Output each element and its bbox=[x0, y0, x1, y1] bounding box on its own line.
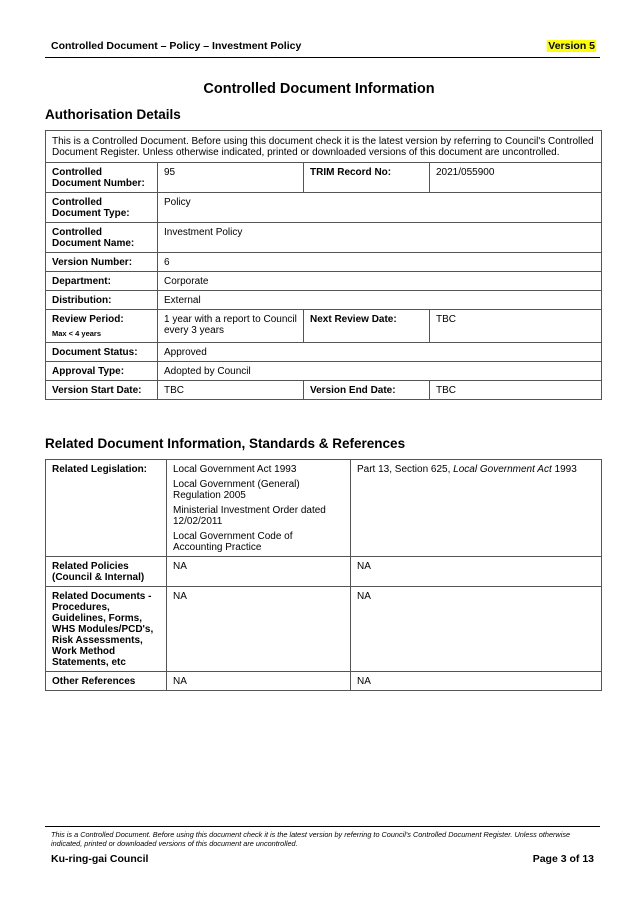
table-row bbox=[46, 343, 602, 362]
doc-name-label: Controlled Document Name: bbox=[46, 223, 158, 253]
legislation-list bbox=[167, 460, 351, 557]
version-number-value: 6 bbox=[158, 253, 602, 272]
version-number-label: Version Number: bbox=[46, 253, 158, 272]
table-row bbox=[46, 587, 602, 672]
other-references-value: NA bbox=[167, 672, 351, 691]
controlled-notice: This is a Controlled Document. Before using this document check it is the latest version by referring to Council's Controlled Document Register. Unless otherwise indicated, printed or downloaded versions of this document are uncontrolled. bbox=[46, 131, 602, 163]
header-document-label: Controlled Document – Policy – Investment Policy bbox=[51, 40, 302, 52]
end-date-label: Version End Date: bbox=[304, 381, 430, 400]
table-row bbox=[46, 272, 602, 291]
distribution-label: Distribution: bbox=[46, 291, 158, 310]
table-row bbox=[46, 223, 602, 253]
review-period-label-cell bbox=[46, 310, 158, 343]
doc-number-label: Controlled Document Number: bbox=[46, 163, 158, 193]
legislation-ref-prefix: Part 13, Section 625, bbox=[357, 464, 454, 475]
trim-label: TRIM Record No: bbox=[304, 163, 430, 193]
legislation-item: Local Government Code of Accounting Practice bbox=[173, 531, 293, 553]
documents-reference: NA bbox=[351, 587, 602, 672]
table-row bbox=[46, 460, 602, 557]
related-table bbox=[45, 459, 602, 691]
table-row bbox=[46, 672, 602, 691]
trim-value: 2021/055900 bbox=[430, 163, 602, 193]
next-review-label: Next Review Date: bbox=[304, 310, 430, 343]
page-header bbox=[45, 38, 600, 58]
review-period-value: 1 year with a report to Council every 3 years bbox=[158, 310, 304, 343]
policies-reference: NA bbox=[351, 557, 602, 587]
footer-page-number: Page 3 of 13 bbox=[532, 853, 594, 865]
end-date-value: TBC bbox=[430, 381, 602, 400]
header-version-badge: Version 5 bbox=[548, 40, 595, 52]
approval-type-label: Approval Type: bbox=[46, 362, 158, 381]
other-references-label: Other References bbox=[46, 672, 167, 691]
legislation-item: Local Government (General) Regulation 2005 bbox=[173, 479, 300, 501]
approval-type-value: Adopted by Council bbox=[158, 362, 602, 381]
footer-organisation: Ku-ring-gai Council bbox=[51, 853, 149, 865]
review-period-max-note: Max < 4 years bbox=[52, 329, 101, 338]
other-references-reference: NA bbox=[351, 672, 602, 691]
page-title: Controlled Document Information bbox=[203, 81, 435, 97]
authorisation-table bbox=[45, 130, 602, 400]
department-value: Corporate bbox=[158, 272, 602, 291]
status-value: Approved bbox=[158, 343, 602, 362]
review-period-label: Review Period: bbox=[52, 314, 124, 325]
status-label: Document Status: bbox=[46, 343, 158, 362]
documents-label: Related Documents - Procedures, Guidelines, Forms, WHS Modules/PCD's, Risk Assessments, Work Method Statements, etc bbox=[46, 587, 167, 672]
related-heading: Related Document Information, Standards & References bbox=[45, 436, 406, 451]
start-date-value: TBC bbox=[158, 381, 304, 400]
legislation-ref-act: Local Government Act bbox=[453, 464, 552, 475]
start-date-label: Version Start Date: bbox=[46, 381, 158, 400]
next-review-value: TBC bbox=[430, 310, 602, 343]
authorisation-heading: Authorisation Details bbox=[45, 107, 181, 122]
table-row bbox=[46, 253, 602, 272]
doc-name-value: Investment Policy bbox=[158, 223, 602, 253]
footer-notice: This is a Controlled Document. Before using this document check it is the latest version by referring to Council's Controlled Document Register. Unless otherwise indicated, printed or downloaded versions of this document are uncontrolled. bbox=[45, 826, 600, 848]
doc-type-label: Controlled Document Type: bbox=[46, 193, 158, 223]
legislation-item: Local Government Act 1993 bbox=[173, 464, 297, 475]
legislation-item: Ministerial Investment Order dated 12/02/2011 bbox=[173, 505, 326, 527]
table-row bbox=[46, 362, 602, 381]
table-row bbox=[46, 291, 602, 310]
table-row bbox=[46, 381, 602, 400]
legislation-label: Related Legislation: bbox=[46, 460, 167, 557]
legislation-reference bbox=[351, 460, 602, 557]
doc-type-value: Policy bbox=[158, 193, 602, 223]
table-row bbox=[46, 310, 602, 343]
table-row bbox=[46, 193, 602, 223]
distribution-value: External bbox=[158, 291, 602, 310]
table-row bbox=[46, 131, 602, 163]
table-row bbox=[46, 557, 602, 587]
documents-value: NA bbox=[167, 587, 351, 672]
policies-label: Related Policies (Council & Internal) bbox=[46, 557, 167, 587]
department-label: Department: bbox=[46, 272, 158, 291]
policies-value: NA bbox=[167, 557, 351, 587]
doc-number-value: 95 bbox=[158, 163, 304, 193]
legislation-ref-suffix: 1993 bbox=[551, 464, 577, 475]
table-row bbox=[46, 163, 602, 193]
